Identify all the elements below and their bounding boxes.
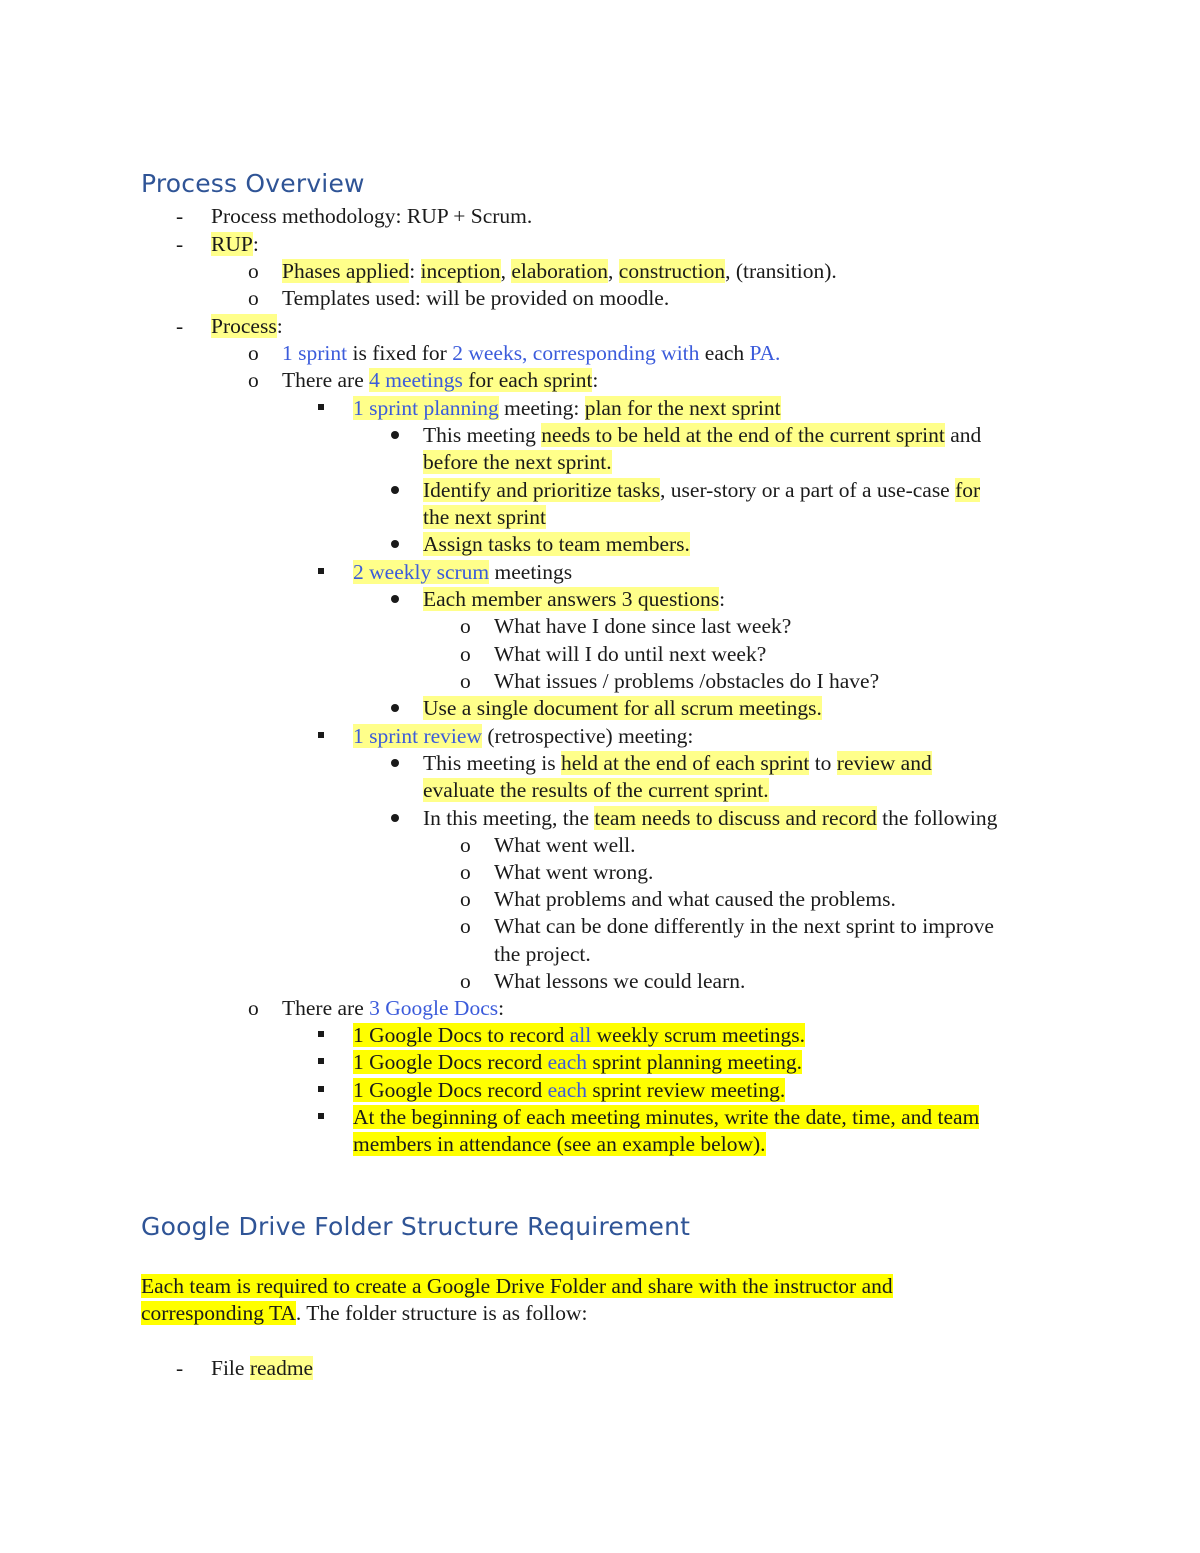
highlight: review and <box>836 751 932 775</box>
list-item <box>423 531 690 558</box>
text: meeting: <box>498 396 585 420</box>
circle-marker: o <box>460 860 471 884</box>
paragraph-line <box>141 1300 588 1327</box>
blue-text: 3 Google Docs <box>369 996 499 1020</box>
list-item <box>282 258 837 285</box>
text: , user-story or a part of a use-case <box>660 478 956 502</box>
circle-marker: o <box>248 259 259 283</box>
circle-marker: o <box>460 969 471 993</box>
highlight: before the next sprint. <box>423 450 612 474</box>
list-item: Templates used: will be provided on moodle. <box>282 286 670 310</box>
list-item: What issues / problems /obstacles do I have? <box>494 669 880 693</box>
dot-bullet <box>391 814 399 822</box>
dot-bullet <box>391 595 399 603</box>
list-item <box>211 231 259 258</box>
list-item <box>423 586 725 613</box>
list-item-continuation <box>423 449 612 476</box>
text: the following <box>876 806 998 830</box>
text: In this meeting, the <box>423 806 595 830</box>
dash-marker: - <box>176 1356 184 1380</box>
highlight: inception <box>420 259 501 283</box>
list-item <box>423 805 997 832</box>
square-bullet <box>318 1058 324 1064</box>
text: : <box>409 259 421 283</box>
blue-text: 1 sprint <box>282 341 348 365</box>
square-bullet <box>318 404 324 410</box>
square-bullet <box>318 1113 324 1119</box>
highlight: sprint review meeting. <box>587 1078 786 1102</box>
highlight: construction <box>618 259 726 283</box>
dash-marker: - <box>176 232 184 256</box>
highlight: team needs to discuss and record <box>594 806 877 830</box>
text: (retrospective) meeting: <box>481 724 694 748</box>
highlight: sprint planning meeting. <box>587 1050 802 1074</box>
list-item: What went well. <box>494 833 636 857</box>
highlight: 1 sprint review <box>353 724 482 748</box>
highlight: corresponding TA <box>141 1301 296 1325</box>
highlight: for <box>955 478 981 502</box>
circle-marker: o <box>460 669 471 693</box>
highlight: held at the end of each sprint <box>560 751 810 775</box>
highlight: 1 sprint planning <box>353 396 499 420</box>
highlight: each <box>547 1078 588 1102</box>
highlight: Each member answers 3 questions <box>423 587 720 611</box>
highlight: 1 Google Docs to record <box>353 1023 570 1047</box>
list-item <box>211 313 283 340</box>
circle-marker: o <box>460 887 471 911</box>
paragraph-line <box>141 1273 893 1300</box>
highlight: 1 Google Docs record <box>353 1078 548 1102</box>
list-item <box>423 695 822 722</box>
list-item <box>353 395 781 422</box>
text: This meeting is <box>423 751 561 775</box>
list-item-continuation: the project. <box>494 942 591 966</box>
circle-marker: o <box>248 341 259 365</box>
list-item: Process methodology: RUP + Scrum. <box>211 204 533 228</box>
circle-marker: o <box>248 286 259 310</box>
list-item <box>353 723 693 750</box>
highlight: each <box>547 1050 588 1074</box>
circle-marker: o <box>460 833 471 857</box>
square-bullet <box>318 732 324 738</box>
text: : <box>592 368 599 392</box>
text: , (transition). <box>725 259 837 283</box>
text: There are <box>282 996 370 1020</box>
text: : <box>276 314 283 338</box>
dot-bullet <box>391 540 399 548</box>
blue-text: PA. <box>749 341 781 365</box>
highlight: the next sprint <box>423 505 547 529</box>
text: There are <box>282 368 370 392</box>
square-bullet <box>318 1086 324 1092</box>
highlight: readme <box>249 1356 314 1380</box>
list-item-continuation <box>353 1131 766 1158</box>
text: : <box>719 587 726 611</box>
list-item <box>353 1049 802 1076</box>
text: and <box>944 423 982 447</box>
heading-google-drive-folder: Google Drive Folder Structure Requirement <box>141 1212 691 1241</box>
highlight: At the beginning of each meeting minutes, write the date, time, and team <box>353 1105 980 1129</box>
circle-marker: o <box>460 642 471 666</box>
highlight: 4 meetings <box>369 368 463 392</box>
text: each <box>699 341 750 365</box>
dot-bullet <box>391 431 399 439</box>
highlight: elaboration <box>511 259 609 283</box>
dot-bullet <box>391 704 399 712</box>
highlight: Use a single document for all scrum meetings. <box>423 696 822 720</box>
list-item <box>282 367 598 394</box>
highlight: 1 Google Docs record <box>353 1050 548 1074</box>
list-item: What can be done differently in the next sprint to improve <box>494 914 994 938</box>
highlight: 2 weekly scrum <box>353 560 490 584</box>
circle-marker: o <box>460 614 471 638</box>
text: , <box>608 259 619 283</box>
text: to <box>809 751 837 775</box>
circle-marker: o <box>248 368 259 392</box>
text: , <box>500 259 512 283</box>
highlight: evaluate the results of the current sprint. <box>423 778 769 802</box>
text: : <box>252 232 259 256</box>
dash-marker: - <box>176 314 184 338</box>
highlight: all <box>569 1023 592 1047</box>
dot-bullet <box>391 759 399 767</box>
list-item <box>353 559 572 586</box>
list-item <box>423 477 980 504</box>
list-item <box>423 750 932 777</box>
circle-marker: o <box>248 996 259 1020</box>
list-item <box>211 1355 313 1382</box>
list-item-continuation <box>423 504 546 531</box>
highlight: members in attendance (see an example below). <box>353 1132 766 1156</box>
dot-bullet <box>391 486 399 494</box>
highlight: for each sprint <box>462 368 593 392</box>
list-item <box>353 1022 805 1049</box>
text: File <box>211 1356 250 1380</box>
heading-process-overview: Process Overview <box>141 169 365 198</box>
highlight: Phases applied <box>282 259 410 283</box>
highlight: plan for the next sprint <box>584 396 781 420</box>
list-item <box>282 995 504 1022</box>
highlight: needs to be held at the end of the current sprint <box>541 423 945 447</box>
text: : <box>498 996 505 1020</box>
list-item <box>353 1077 785 1104</box>
text: This meeting <box>423 423 542 447</box>
text: is fixed for <box>347 341 453 365</box>
square-bullet <box>318 1031 324 1037</box>
highlight: Assign tasks to team members. <box>423 532 690 556</box>
text: . The folder structure is as follow: <box>295 1301 588 1325</box>
circle-marker: o <box>460 914 471 938</box>
highlight: Each team is required to create a Google Drive Folder and share with the instructor and <box>141 1274 893 1298</box>
highlight: Identify and prioritize tasks <box>423 478 661 502</box>
list-item-continuation <box>423 777 769 804</box>
highlight: weekly scrum meetings. <box>591 1023 805 1047</box>
list-item: What have I done since last week? <box>494 614 792 638</box>
list-item: What will I do until next week? <box>494 642 767 666</box>
list-item <box>282 340 780 367</box>
highlight: RUP <box>211 232 253 256</box>
square-bullet <box>318 568 324 574</box>
list-item: What lessons we could learn. <box>494 969 746 993</box>
dash-marker: - <box>176 204 184 228</box>
highlight: Process <box>211 314 277 338</box>
text: meetings <box>489 560 573 584</box>
list-item <box>353 1104 979 1131</box>
list-item: What problems and what caused the problems. <box>494 887 896 911</box>
blue-text: 2 weeks, corresponding with <box>452 341 700 365</box>
list-item: What went wrong. <box>494 860 654 884</box>
list-item <box>423 422 981 449</box>
